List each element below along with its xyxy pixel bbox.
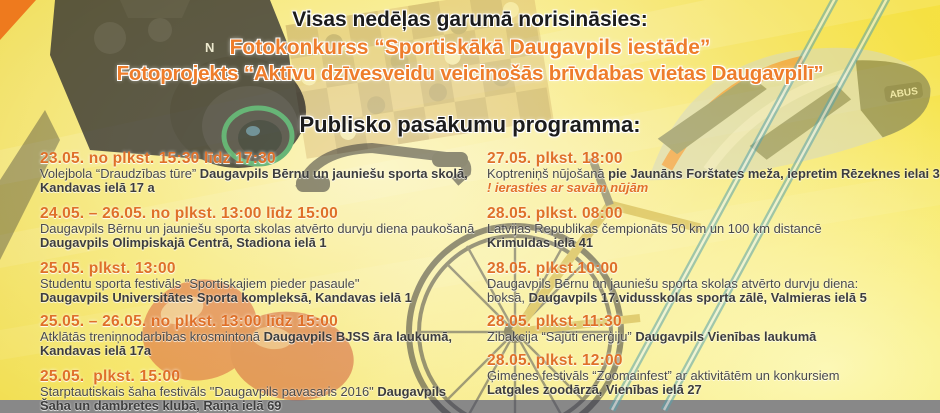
photo-contest-title: Fotokonkurss “Sportiskākā Daugavpils iestāde” [229, 36, 711, 59]
text-segment: Šaha un dambretes klubā, Raiņa ielā 69 [40, 397, 282, 413]
text-segment: Krimuldas ielā 41 [487, 234, 594, 250]
event-line [40, 344, 452, 358]
text-segment: Latgales zoodārzā, Vienības ielā 27 [487, 381, 702, 397]
text-segment: Koptreniņš nūjošanā [487, 166, 609, 181]
event-line [40, 291, 412, 305]
event-line [487, 369, 839, 383]
helmet-brand-label: ABUS [889, 86, 919, 101]
event-block [40, 150, 468, 194]
event-block [40, 205, 474, 249]
event-block [487, 352, 839, 396]
text-segment: Kandavas ielā 17a [40, 342, 152, 358]
text-segment: boksā, [487, 289, 529, 305]
text-segment: Daugavpils Olimpiskajā Centrā, Stadiona ielā 1 [40, 234, 327, 250]
camera-brand-mark: N [205, 40, 215, 55]
text-segment: Daugavpils [377, 384, 447, 399]
event-time: 28.05. plkst.10:00 [487, 260, 619, 277]
event-time: 28.05. plkst. 11:30 [487, 313, 622, 330]
event-block [487, 313, 816, 344]
text-segment: Latvijas Republikas čempionāts 50 km un 100 km distancē [487, 221, 822, 236]
event-line [487, 291, 867, 305]
text-segment: Daugavpils BJSS āra laukumā, [263, 329, 452, 344]
text-segment: Atklātās treniņnodarbības krosmintonā [40, 329, 264, 344]
text-segment: Daugavpils Bērnu un jauniešu sporta skolas atvērto durvju diena: [487, 276, 859, 291]
text-segment: Daugavpils Universitātes Sporta kompleksā, Kandavas ielā 1 [40, 289, 412, 305]
event-line [40, 277, 412, 291]
event-line [487, 277, 867, 291]
text-segment: Studentu sporta festivāls "Sportiskajiem pieder pasaule" [40, 276, 360, 291]
event-line [487, 181, 940, 195]
text-segment: Kandavas ielā 17 a [40, 179, 155, 195]
text-segment: Daugavpils Bērnu un jauniešu sporta skolā, [199, 166, 468, 181]
text-segment: ! ierasties ar savām nūjām [487, 179, 649, 195]
event-time: 25.05. plkst. 13:00 [40, 260, 176, 277]
event-time: 24.05. – 26.05. no plkst. 13:00 līdz 15:00 [40, 205, 338, 222]
text-segment: Daugavpils Vienības laukumā [635, 329, 817, 344]
event-line [40, 167, 468, 181]
event-line [40, 236, 474, 250]
event-block [487, 150, 940, 194]
event-line [487, 383, 839, 397]
program-right-column [487, 150, 940, 400]
event-line [40, 330, 452, 344]
event-line [40, 181, 468, 195]
text-segment: Daugavpils Bērnu un jauniešu sporta skolas atvērto durvju diena paukošanā [40, 221, 475, 236]
text-segment: pie Jaunāns Forštates meža, iepretim Rēzeknes ielai 3 [608, 166, 940, 181]
event-block [40, 313, 452, 357]
text-segment: Daugavpils 17.vidusskolas sporta zālē, Valmieras ielā 5 [528, 289, 867, 305]
event-block [40, 368, 446, 412]
event-time: 27.05. plkst. 18:00 [487, 150, 623, 167]
event-line [40, 399, 446, 413]
event-line [487, 222, 822, 236]
event-time: 28.05. plkst. 12:00 [487, 352, 623, 369]
text-segment: Starptautiskais šaha festivāls "Daugavpils pavasaris 2016" [40, 384, 378, 399]
photo-project-title: Fotoprojekts “Aktīvu dzīvesveidu veicinošās brīvdabas vietas Daugavpilī” [116, 62, 824, 85]
event-block [40, 260, 412, 304]
event-block [487, 205, 822, 249]
program-title: Publisko pasākumu programma: [299, 112, 641, 137]
event-time: 23.05. no plkst. 15:30 līdz 17:30 [40, 150, 276, 167]
poster-headline: Visas nedēļas garumā norisināsies: [292, 8, 648, 31]
event-time: 25.05. plkst. 15:00 [40, 368, 181, 385]
text-segment: Zibakcija “Sajūti enerģiju” [487, 329, 636, 344]
event-line [487, 330, 816, 344]
event-line [487, 167, 940, 181]
event-line [40, 385, 446, 399]
event-line [40, 222, 474, 236]
event-line [487, 236, 822, 250]
text-segment: Ģimenes festivāls “Zoomainfest” ar aktivitātēm un konkursiem [487, 368, 840, 383]
event-time: 25.05. – 26.05. no plkst. 13:00 līdz 15:00 [40, 313, 338, 330]
program-left-column [40, 150, 476, 413]
text-segment: Volejbola “Draudzības tūre” [40, 166, 200, 181]
event-time: 28.05. plkst. 08:00 [487, 205, 623, 222]
event-block [487, 260, 867, 304]
